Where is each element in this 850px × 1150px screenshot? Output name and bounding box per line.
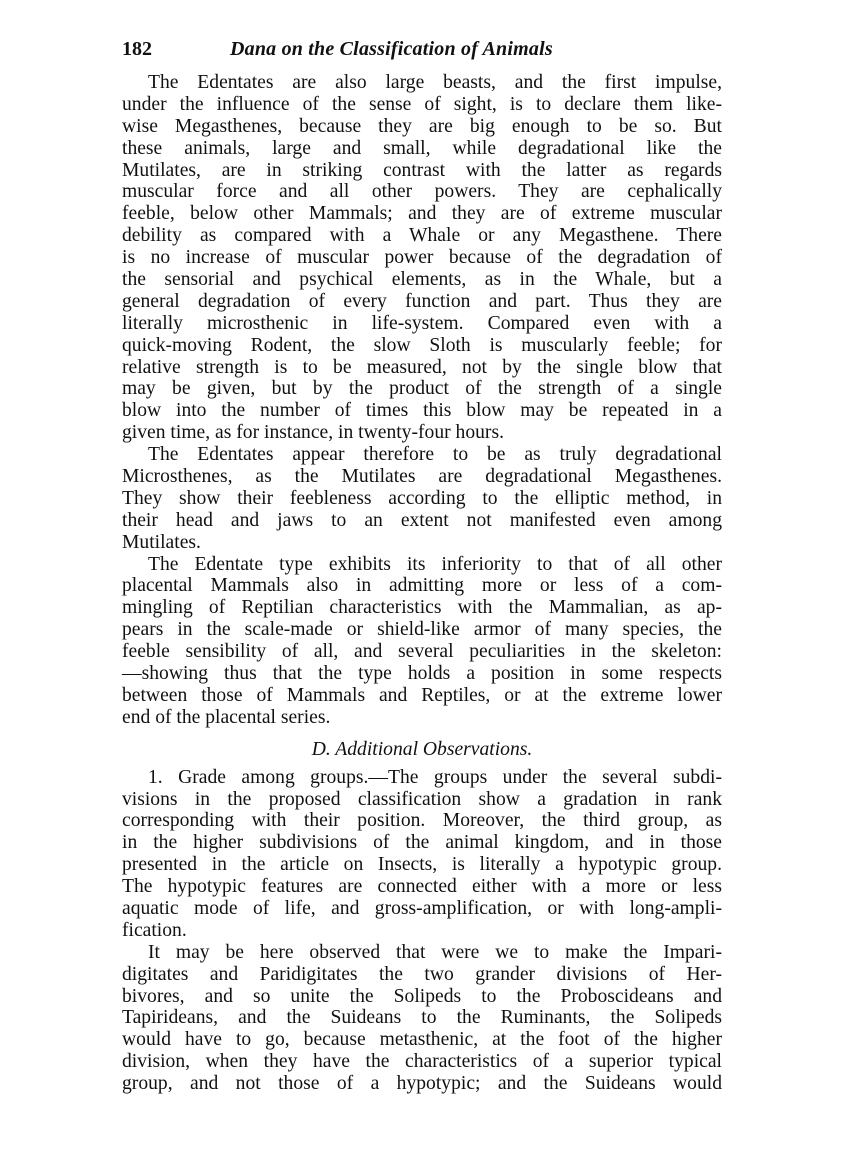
text-line: Microsthenes, as the Mutilates are degradational Megasthenes. <box>122 466 722 488</box>
text-line: Mutilates. <box>122 531 201 553</box>
text-line: between those of Mammals and Reptiles, or at the extreme lower <box>122 684 722 706</box>
text-line: general degradation of every function and part. Thus they are <box>122 290 722 312</box>
text-line: presented in the article on Insects, is literally a hypotypic group. <box>122 854 722 876</box>
page-number: 182 <box>122 38 152 60</box>
text-line: aquatic mode of life, and gross-amplification, or with long-ampli- <box>122 897 722 919</box>
body-text <box>122 72 722 1095</box>
text-line: bivores, and so unite the Solipeds to the Proboscideans and <box>122 985 722 1007</box>
text-line: feeble sensibility of all, and several peculiarities in the skeleton: <box>122 641 722 663</box>
text-line: mingling of Reptilian characteristics with the Mammalian, as ap- <box>122 597 722 619</box>
text-line: division, when they have the characteristics of a superior typical <box>122 1051 722 1073</box>
text-line: feeble, below other Mammals; and they are of extreme muscular <box>122 203 722 225</box>
text-line: The Edentate type exhibits its inferiority to that of all other <box>148 553 722 575</box>
text-line: blow into the number of times this blow may be repeated in a <box>122 400 722 422</box>
text-line: 1. Grade among groups.—The groups under the several subdi- <box>148 766 722 788</box>
text-line: under the influence of the sense of sight, is to declare them like- <box>122 93 722 115</box>
running-title: Dana on the Classification of Animals <box>230 38 553 60</box>
text-line: given time, as for instance, in twenty-four hours. <box>122 422 504 444</box>
text-line: end of the placental series. <box>122 706 331 728</box>
text-line: pears in the scale-made or shield-like armor of many species, the <box>122 619 722 641</box>
text-line: may be given, but by the product of the strength of a single <box>122 378 722 400</box>
text-line: The hypotypic features are connected either with a more or less <box>122 876 722 898</box>
text-line: Mutilates, are in striking contrast with the latter as regards <box>122 159 722 181</box>
text-line: It may be here observed that were we to make the Impari- <box>148 941 722 963</box>
text-line: visions in the proposed classification show a gradation in rank <box>122 788 722 810</box>
text-line: wise Megasthenes, because they are big enough to be so. But <box>122 115 722 137</box>
text-line: in the higher subdivisions of the animal kingdom, and in those <box>122 832 722 854</box>
text-line: —showing thus that the type holds a position in some respects <box>122 663 722 685</box>
running-head <box>122 38 722 72</box>
text-line: placental Mammals also in admitting more or less of a com- <box>122 575 722 597</box>
text-line: muscular force and all other powers. They are cephalically <box>122 181 722 203</box>
text-line: They show their feebleness according to the elliptic method, in <box>122 487 722 509</box>
text-line: fication. <box>122 919 187 941</box>
text-line: relative strength is to be measured, not by the single blow that <box>122 356 722 378</box>
text-line: The Edentates appear therefore to be as truly degradational <box>148 444 722 466</box>
text-line: literally microsthenic in life-system. Compared even with a <box>122 312 722 334</box>
text-line: these animals, large and small, while degradational like the <box>122 137 722 159</box>
text-line: debility as compared with a Whale or any Megasthene. There <box>122 225 722 247</box>
text-line: The Edentates are also large beasts, and the first impulse, <box>148 72 722 93</box>
text-line: would have to go, because metasthenic, at the foot of the higher <box>122 1029 722 1051</box>
text-line: group, and not those of a hypotypic; and the Suideans would <box>122 1073 722 1095</box>
text-line: quick-moving Rodent, the slow Sloth is muscularly feeble; for <box>122 334 722 356</box>
section-heading: D. Additional Observations. <box>311 738 533 760</box>
document-page <box>122 38 722 1095</box>
text-line: the sensorial and psychical elements, as in the Whale, but a <box>122 269 722 291</box>
text-line: corresponding with their position. Moreover, the third group, as <box>122 810 722 832</box>
text-line: is no increase of muscular power because of the degradation of <box>122 247 722 269</box>
text-line: their head and jaws to an extent not manifested even among <box>122 509 722 531</box>
text-line: Tapirideans, and the Suideans to the Ruminants, the Solipeds <box>122 1007 722 1029</box>
text-line: digitates and Paridigitates the two grander divisions of Her- <box>122 963 722 985</box>
